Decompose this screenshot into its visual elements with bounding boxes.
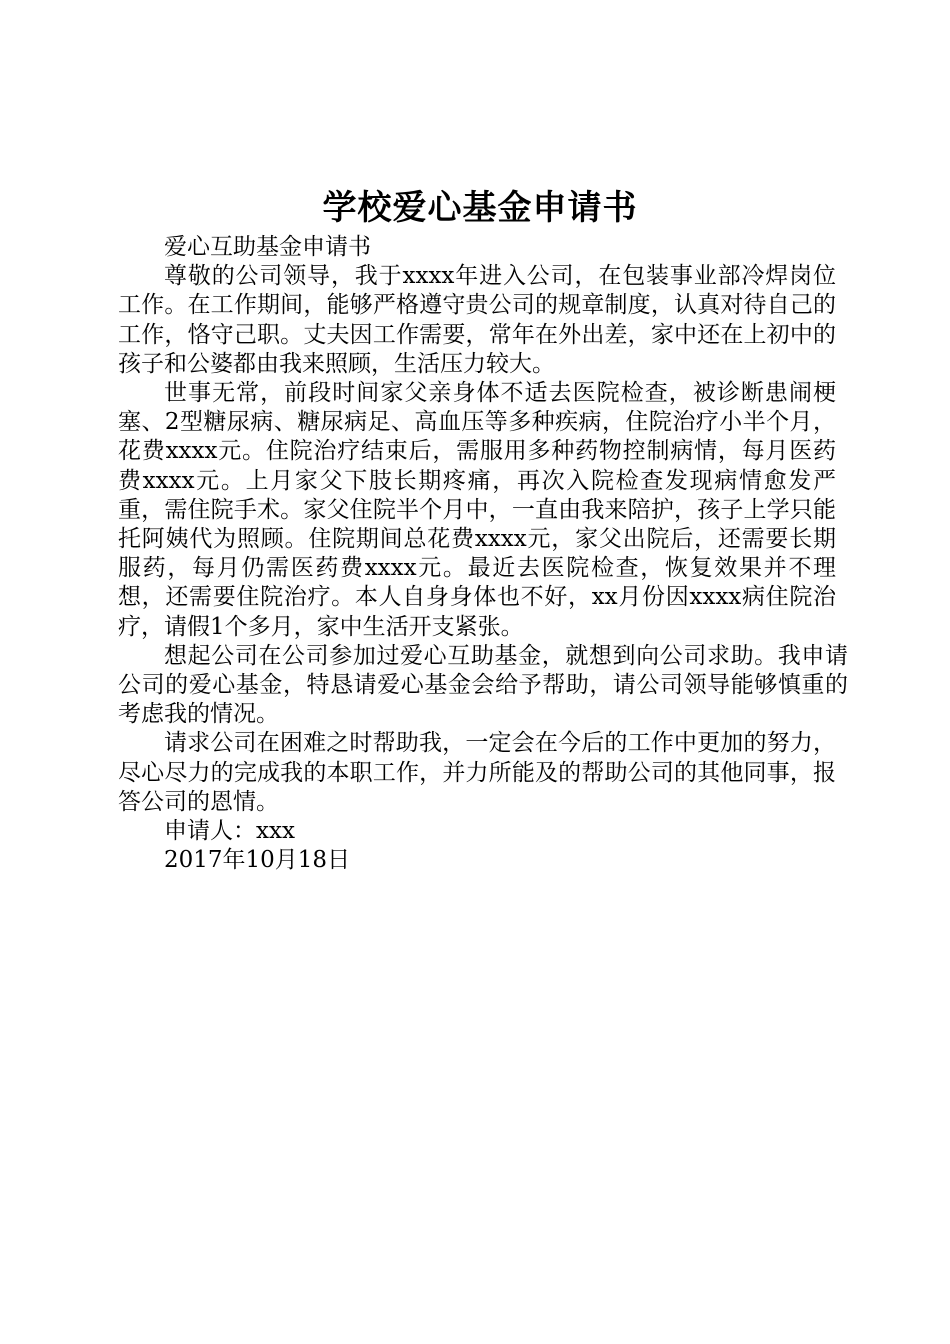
date-line: 2017年10月18日 xyxy=(164,847,351,874)
paragraph-3: 想起公司在公司参加过爱心互助基金，就想到向公司求助。我申请公司的爱心基金，特恳请爱心基金会给予帮助，请公司领导能够慎重的考虑我的情况。 xyxy=(118,642,848,728)
paragraph-4: 请求公司在困难之时帮助我，一定会在今后的工作中更加的努力，尽心尽力的完成我的本职工作，并力所能及的帮助公司的其他同事，报答公司的恩情。 xyxy=(118,730,836,815)
paragraph-1: 尊敬的公司领导，我于xxxx年进入公司，在包装事业部冷焊岗位工作。在工作期间，能够严格遵守贵公司的规章制度，认真对待自己的工作，恪守己职。丈夫因工作需要，常年在外出差，家中还在上初中的孩子和公婆都由我来照顾，生活压力较大。 xyxy=(118,263,836,377)
paragraph-2: 世事无常，前段时间家父亲身体不适去医院检查，被诊断患闹梗塞、2型糖尿病、糖尿病足、高血压等多种疾病，住院治疗小半个月，花费xxxx元。住院治疗结束后，需服用多种药物控制病情，每月医药费xxxx元。上月家父下肢长期疼痛，再次入院检查发现病情愈发严重，需住院手术。家父住院半个月中，一直由我来陪护，孩子上学只能托阿姨代为照顾。住院期间总花费xxxx元，家父出院后，还需要长期服药，每月仍需医药费xxxx元。最近去医院检查，恢复效果并不理想，还需要住院治疗。本人自身身体也不好，xx月份因xxxx病住院治疗，请假1个多月，家中生活开支紧张。 xyxy=(118,380,836,640)
applicant-line: 申请人：xxx xyxy=(164,818,295,845)
document-title: 学校爱心基金申请书 xyxy=(322,188,638,228)
document-body xyxy=(118,233,848,875)
subtitle-line: 爱心互助基金申请书 xyxy=(164,234,371,260)
